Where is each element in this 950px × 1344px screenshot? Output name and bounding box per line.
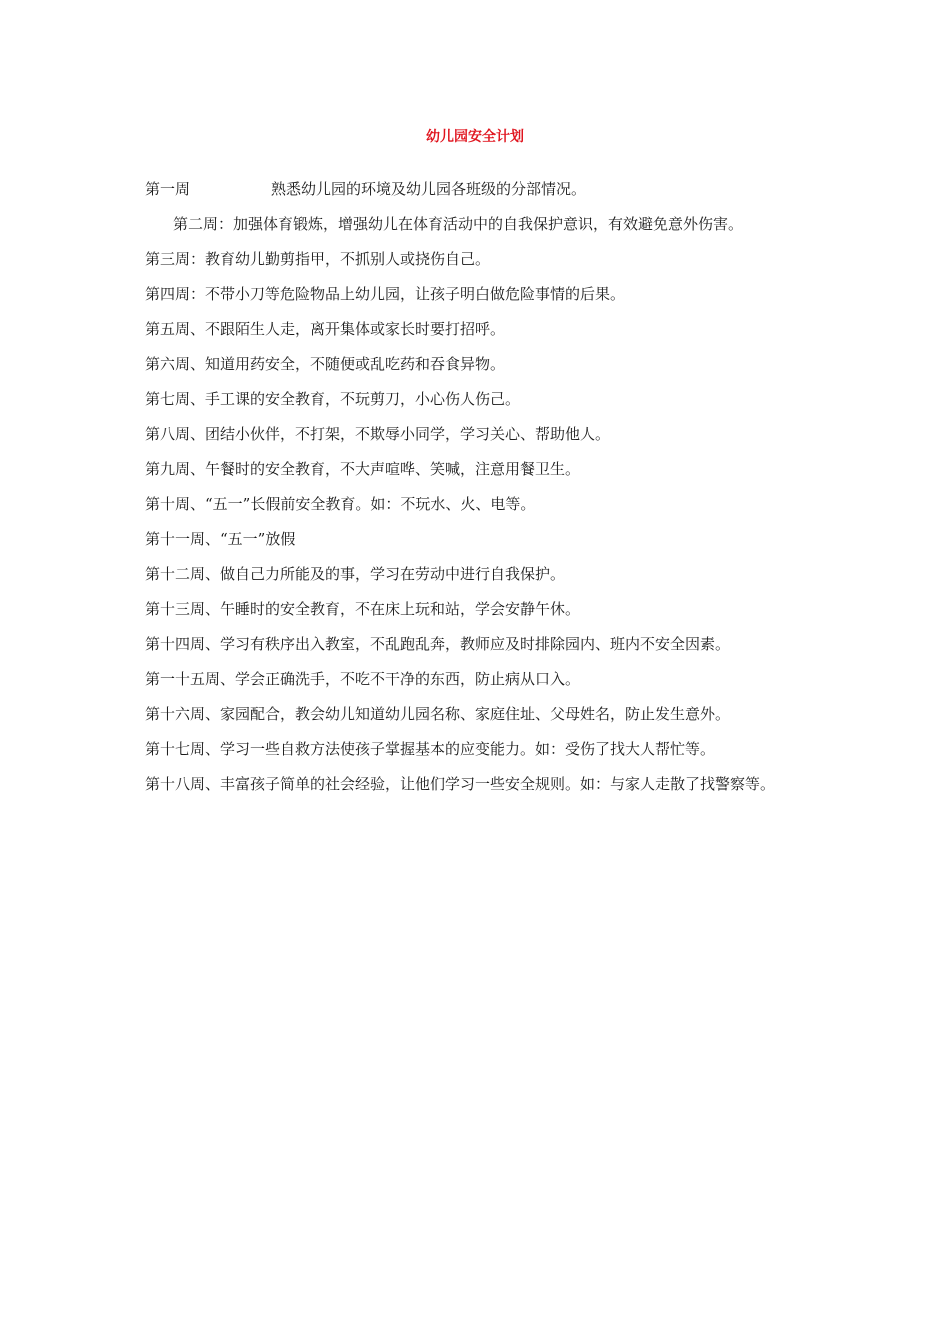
week-line-18: 第十八周、丰富孩子简单的社会经验，让他们学习一些安全规则。如：与家人走散了找警察等。: [145, 775, 776, 793]
week-line-13: 第十三周、午睡时的安全教育，不在床上玩和站，学会安静午休。: [145, 600, 581, 618]
week-line-15: 第一十五周、学会正确洗手，不吃不干净的东西，防止病从口入。: [145, 670, 581, 688]
week-label: 第一周: [145, 180, 191, 198]
week-line-12: 第十二周、做自己力所能及的事，学习在劳动中进行自我保护。: [145, 565, 566, 583]
week-line-17: 第十七周、学习一些自救方法使孩子掌握基本的应变能力。如：受伤了找大人帮忙等。: [145, 740, 716, 758]
week-line-14: 第十四周、学习有秩序出入教室，不乱跑乱奔，教师应及时排除园内、班内不安全因素。: [145, 635, 731, 653]
week-line-10: 第十周、“五一”长假前安全教育。如：不玩水、火、电等。: [145, 495, 536, 513]
document-title: 幼儿园安全计划: [426, 129, 524, 145]
week-line-3: 第三周：教育幼儿勤剪指甲，不抓别人或挠伤自己。: [145, 250, 491, 268]
week-line-11: 第十一周、“五一”放假: [145, 530, 296, 548]
week-text: 熟悉幼儿园的环境及幼儿园各班级的分部情况。: [271, 180, 587, 198]
week-line-9: 第九周、午餐时的安全教育，不大声喧哗、笑喊，注意用餐卫生。: [145, 460, 581, 478]
week-line-7: 第七周、手工课的安全教育，不玩剪刀，小心伤人伤己。: [145, 390, 521, 408]
week-line-4: 第四周：不带小刀等危险物品上幼儿园，让孩子明白做危险事情的后果。: [145, 285, 626, 303]
week-line-6: 第六周、知道用药安全，不随便或乱吃药和吞食异物。: [145, 355, 506, 373]
week-line-16: 第十六周、家园配合，教会幼儿知道幼儿园名称、家庭住址、父母姓名，防止发生意外。: [145, 705, 731, 723]
week-line-8: 第八周、团结小伙伴，不打架，不欺辱小同学，学习关心、帮助他人。: [145, 425, 611, 443]
week-line-5: 第五周、不跟陌生人走，离开集体或家长时要打招呼。: [145, 320, 506, 338]
week-line-2: 第二周：加强体育锻炼，增强幼儿在体育活动中的自我保护意识，有效避免意外伤害。: [173, 215, 744, 233]
week-line-1: [145, 175, 845, 210]
document-body: [145, 175, 845, 805]
